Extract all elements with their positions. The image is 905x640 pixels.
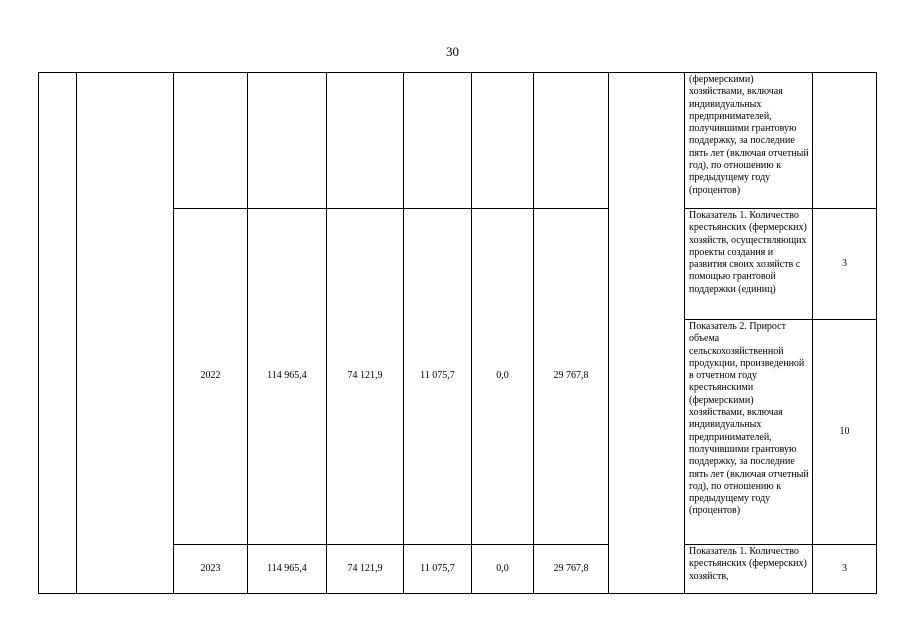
number-cell	[39, 73, 77, 594]
regional-budget-cell	[404, 73, 472, 209]
local-budget-cell: 0,0	[472, 545, 534, 594]
name-cell	[77, 73, 174, 594]
total-cell	[248, 73, 327, 209]
other-sources-cell	[534, 73, 609, 209]
total-cell: 114 965,4	[248, 545, 327, 594]
indicator-value-cell: 3	[813, 545, 877, 594]
federal-budget-cell	[327, 73, 404, 209]
federal-budget-cell: 74 121,9	[327, 209, 404, 545]
indicator-cell: Показатель 2. Прирост объема сельскохозяйственной продукции, произведенной в отчетном году крестьянскими (фермерскими) хозяйствами, включая индивидуальных предпринимателей, получившими грантовую поддержку, за последние пять лет (включая отчетный год), по отношению к предыдущему году (процентов)	[685, 320, 813, 545]
local-budget-cell: 0,0	[472, 209, 534, 545]
result-cell	[609, 73, 685, 594]
local-budget-cell	[472, 73, 534, 209]
indicator-value-cell: 3	[813, 209, 877, 320]
year-cell	[174, 73, 248, 209]
total-cell: 114 965,4	[248, 209, 327, 545]
regional-budget-cell: 11 075,7	[404, 209, 472, 545]
page-number: 30	[446, 44, 459, 59]
table-row	[39, 73, 877, 209]
indicator-value-cell	[813, 73, 877, 209]
year-cell: 2023	[174, 545, 248, 594]
document-table	[38, 72, 877, 594]
federal-budget-cell: 74 121,9	[327, 545, 404, 594]
year-cell: 2022	[174, 209, 248, 545]
regional-budget-cell: 11 075,7	[404, 545, 472, 594]
other-sources-cell: 29 767,8	[534, 545, 609, 594]
indicator-cell: Показатель 1. Количество крестьянских (фермерских) хозяйств,	[685, 545, 813, 594]
indicator-value-cell: 10	[813, 320, 877, 545]
indicator-cell: Показатель 1. Количество крестьянских (фермерских) хозяйств, осуществляющих проекты создания и развития своих хозяйств с помощью грантовой поддержки (единиц)	[685, 209, 813, 320]
indicator-cell: (фермерскими) хозяйствами, включая индивидуальных предпринимателей, получившими грантовую поддержку, за последние пять лет (включая отчетный год), по отношению к предыдущему году (процентов)	[685, 73, 813, 209]
other-sources-cell: 29 767,8	[534, 209, 609, 545]
